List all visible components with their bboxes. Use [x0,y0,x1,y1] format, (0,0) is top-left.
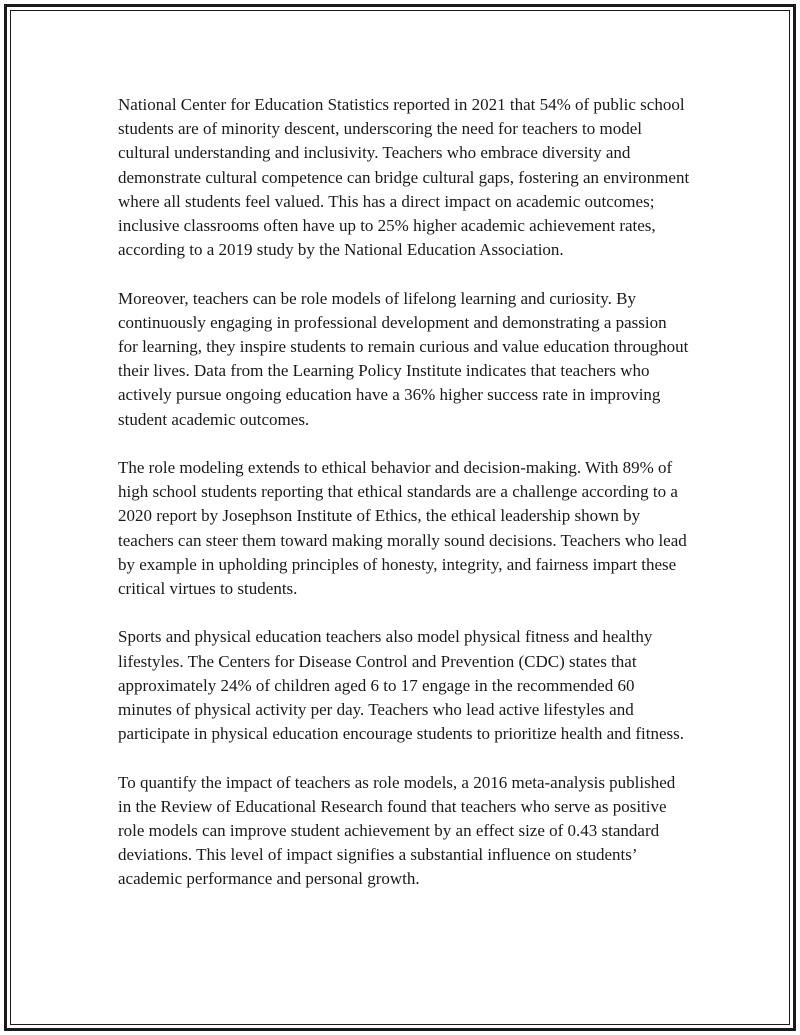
paragraph-lifelong-learning: Moreover, teachers can be role models of lifelong learning and curiosity. By continuously engaging in professional development and demonstrating a passion for learning, they inspire students to remain curious and value education throughout their lives. Data from the Learning Policy Institute indicates that teachers who actively pursue ongoing education have a 36% higher success rate in improving student academic outcomes. [118,288,689,429]
document-body [118,93,690,916]
paragraph-cultural-inclusivity: National Center for Education Statistics reported in 2021 that 54% of public school students are of minority descent, underscoring the need for teachers to model cultural understanding and inclusivity. Teachers who embrace diversity and demonstrate cultural competence can bridge cultural gaps, fostering an environment where all students feel valued. This has a direct impact on academic outcomes; inclusive classrooms often have up to 25% higher academic achievement rates, according to a 2019 study by the National Education Association. [118,95,690,260]
paragraph-physical-fitness: Sports and physical education teachers also model physical fitness and healthy lifestyles. The Centers for Disease Control and Prevention (CDC) states that approximately 24% of children aged 6 to 17 engage in the recommended 60 minutes of physical activity per day. Teachers who lead active lifestyles and participate in physical education encourage students to prioritize health and fitness. [118,627,685,744]
paragraph-meta-analysis: To quantify the impact of teachers as role models, a 2016 meta-analysis published in the Review of Educational Research found that teachers who serve as positive role models can improve student achievement by an effect size of 0.43 standard deviations. This level of impact signifies a substantial influence on students’ academic performance and personal growth. [118,772,676,889]
paragraph-ethical-behavior: The role modeling extends to ethical behavior and decision-making. With 89% of high school students reporting that ethical standards are a challenge according to a 2020 report by Josephson Institute of Ethics, the ethical leadership shown by teachers can steer them toward making morally sound decisions. Teachers who lead by example in upholding principles of honesty, integrity, and fairness impart these critical virtues to students. [118,458,687,599]
